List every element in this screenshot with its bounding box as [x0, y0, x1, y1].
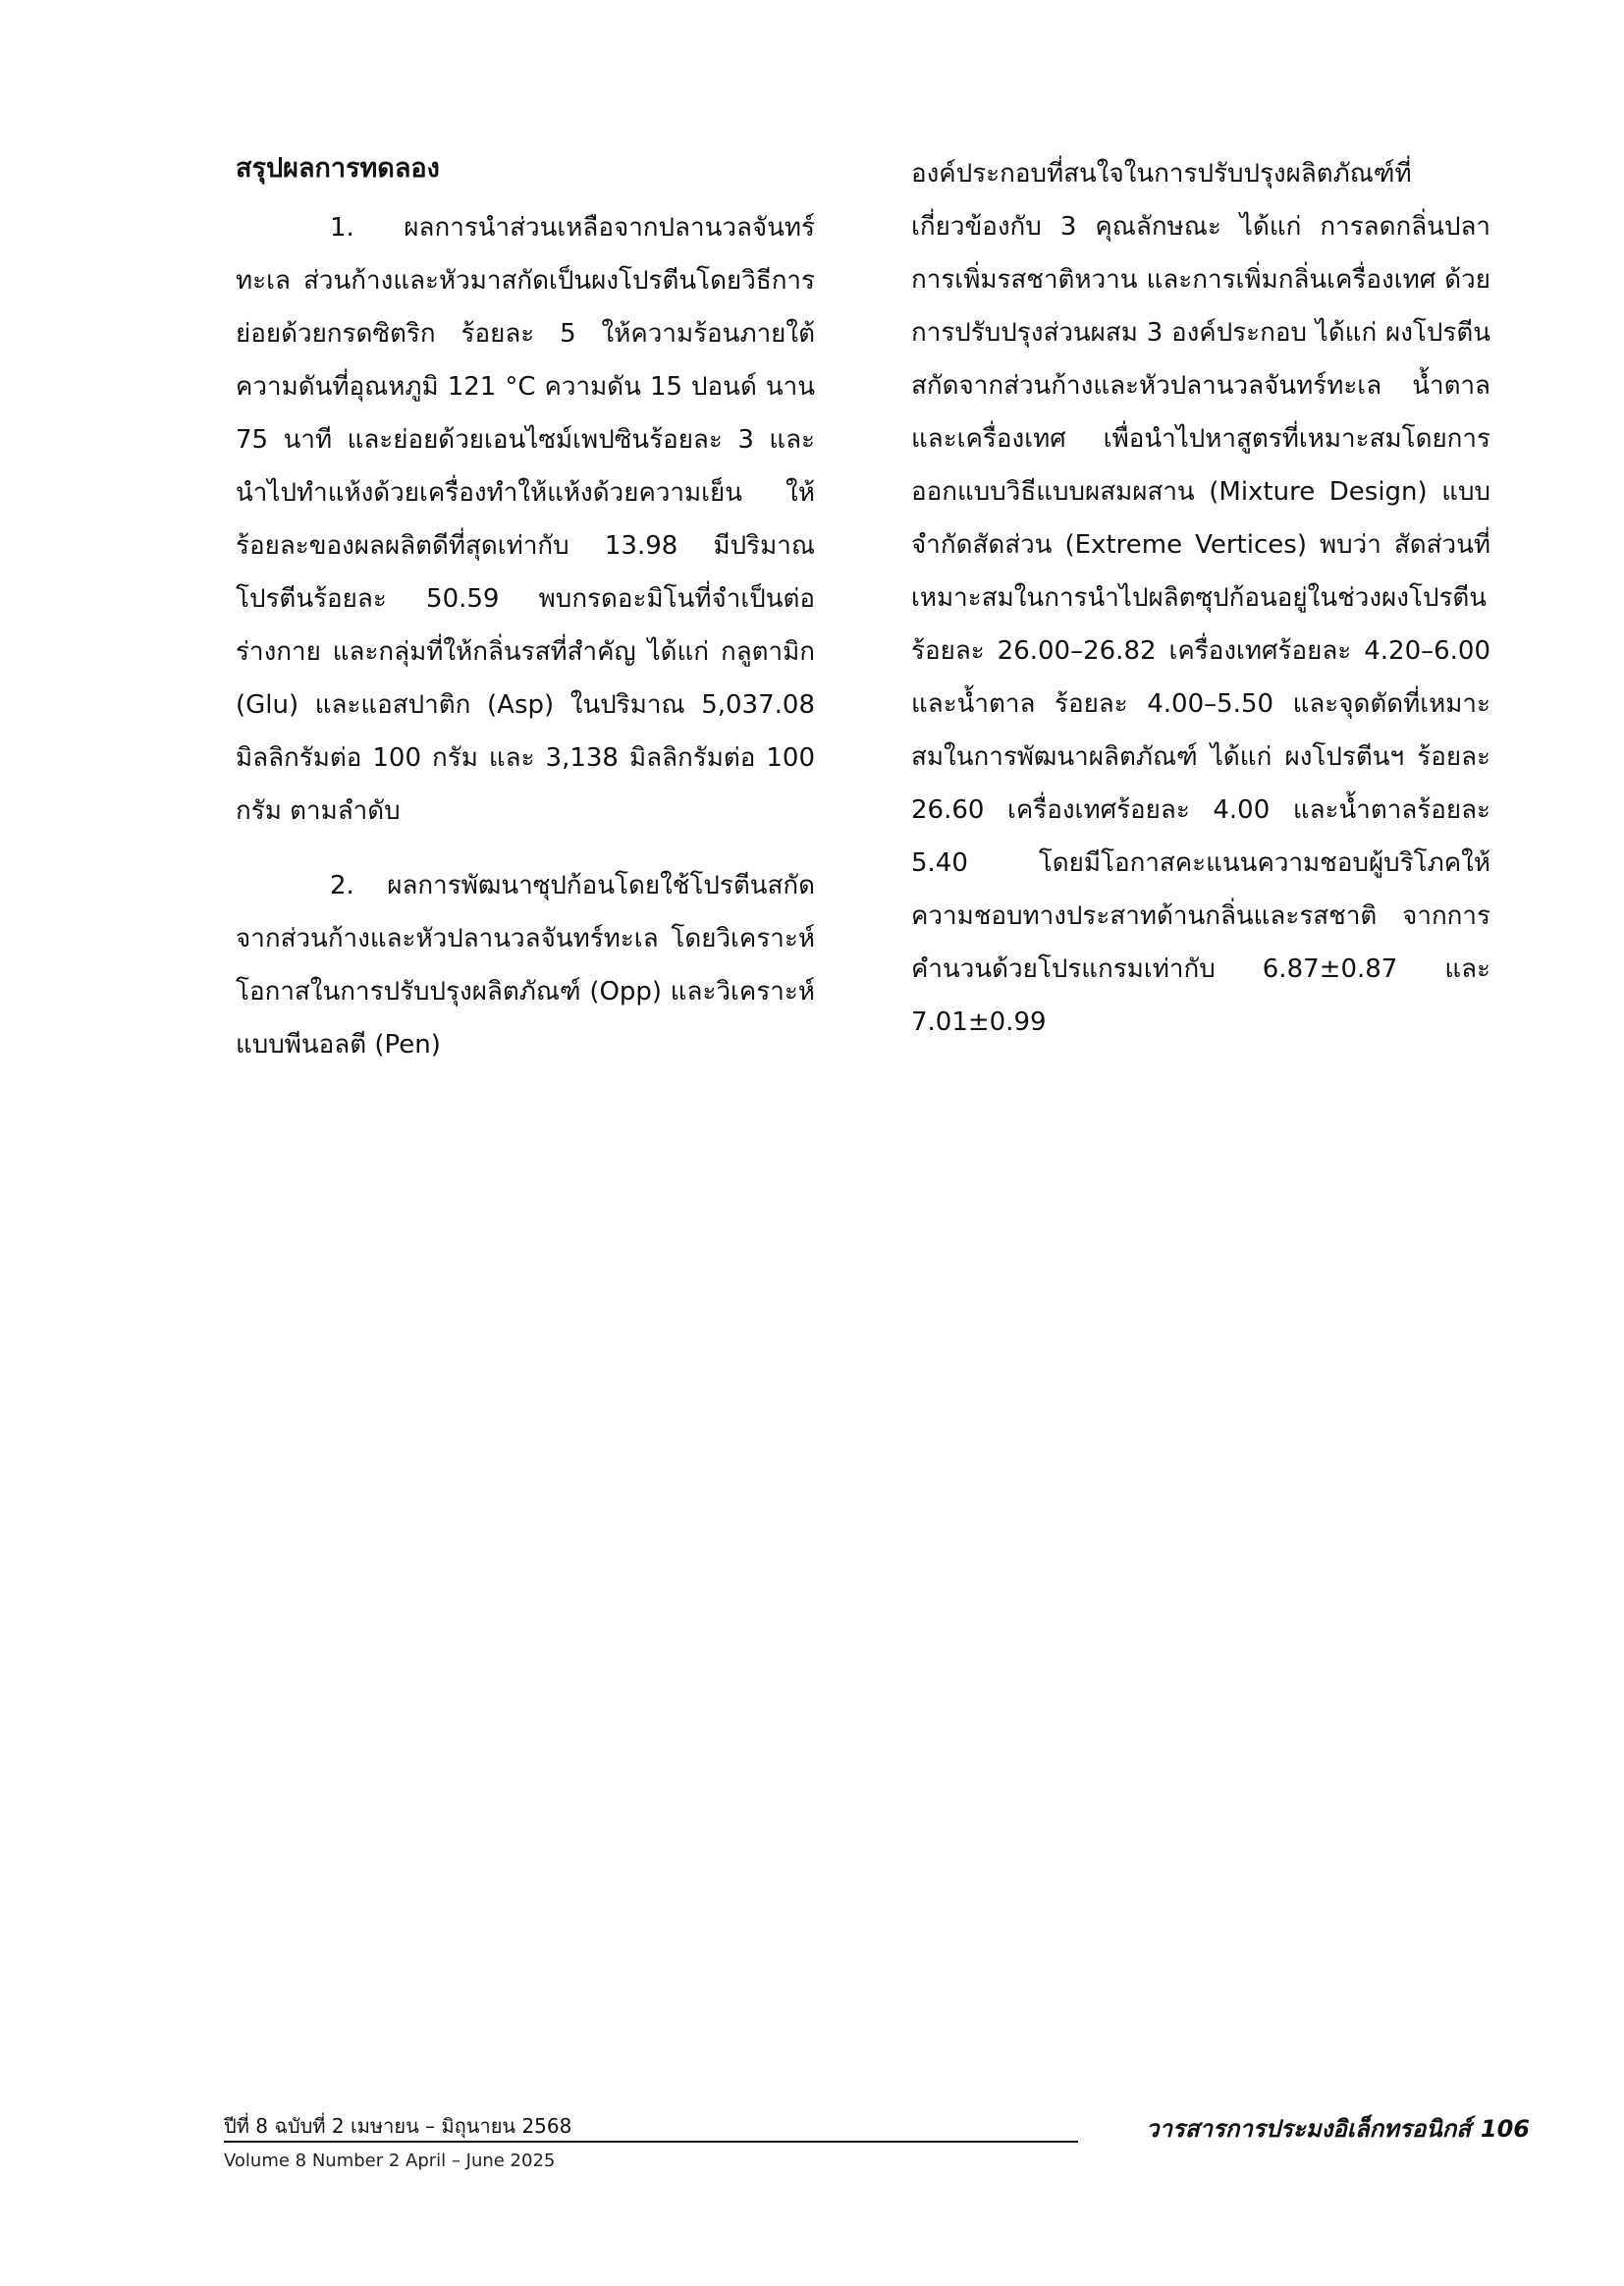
section-heading: สรุปผลการทดลอง: [236, 153, 440, 184]
conclusion-paragraph-2-continued: องค์ประกอบที่สนใจในการปรับปรุงผลิตภัณฑ์ที่เกี่ยวข้องกับ 3 คุณลักษณะ ได้แก่ การลดกลิ่นปลา การเพิ่มรสชาติหวาน และการเพิ่มกลิ่นเครื่องเทศ ด้วยการปรับปรุงส่วนผสม 3 องค์ประกอบ ได้แก่ ผงโปรตีนสกัดจากส่วนก้างและหัวปลานวลจันทร์ทะเล น้ำตาล และเครื่องเทศ เพื่อนำไปหาสูตรที่เหมาะสมโดยการออกแบบวิธีแบบผสมผสาน (Mixture Design) แบบจำกัดสัดส่วน (Extreme Vertices) พบว่า สัดส่วนที่เหมาะสมในการนำไปผลิตซุปก้อนอยู่ในช่วงผงโปรตีนร้อยละ 26.00–26.82 เครื่องเทศร้อยละ 4.20–6.00 และน้ำตาล ร้อยละ 4.00–5.50 และจุดตัดที่เหมาะสมในการพัฒนาผลิตภัณฑ์ ได้แก่ ผงโปรตีนฯ ร้อยละ 26.60 เครื่องเทศร้อยละ 4.00 และน้ำตาลร้อยละ 5.40 โดยมีโอกาสคะแนนความชอบผู้บริโภคให้ความชอบทางประสาทด้านกลิ่นและรสชาติ จากการคำนวนด้วยโปรแกรมเท่ากับ 6.87±0.87 และ 7.01±0.99: [911, 159, 1490, 1037]
page-number: 106: [1480, 2115, 1530, 2143]
left-column: [236, 142, 815, 1071]
page-footer: [224, 2111, 1530, 2190]
right-column: [911, 147, 1490, 1049]
journal-title: [1146, 2111, 1530, 2147]
conclusion-paragraph-2: 2. ผลการพัฒนาซุปก้อนโดยใช้โปรตีนสกัดจากส่วนก้างและหัวปลานวลจันทร์ทะเล โดยวิเคราะห์โอกาสในการปรับปรุงผลิตภัณฑ์ (Opp) และวิเคราะห์แบบพีนอลตี (Pen): [236, 871, 815, 1060]
issue-info-english: Volume 8 Number 2 April – June 2025: [224, 2150, 556, 2171]
journal-name: วารสารการประมงอิเล็กทรอนิกส์: [1146, 2115, 1471, 2143]
issue-info-thai: ปีที่ 8 ฉบับที่ 2 เมษายน – มิถุนายน 2568: [224, 2114, 572, 2138]
conclusion-paragraph-1: 1. ผลการนำส่วนเหลือจากปลานวลจันทร์ทะเล ส่วนก้างและหัวมาสกัดเป็นผงโปรตีนโดยวิธีการย่อยด้วยกรดซิตริก ร้อยละ 5 ให้ความร้อนภายใต้ความดันที่อุณหภูมิ 121 °C ความดัน 15 ปอนด์ นาน 75 นาที และย่อยด้วยเอนไซม์เพปซินร้อยละ 3 และนำไปทำแห้งด้วยเครื่องทำให้แห้งด้วยความเย็น ให้ร้อยละของผลผลิตดีที่สุดเท่ากับ 13.98 มีปริมาณโปรตีนร้อยละ 50.59 พบกรดอะมิโนที่จำเป็นต่อร่างกาย และกลุ่มที่ให้กลิ่นรสที่สำคัญ ได้แก่ กลูตามิก (Glu) และแอสปาติก (Asp) ในปริมาณ 5,037.08 มิลลิกรัมต่อ 100 กรัม และ 3,138 มิลลิกรัมต่อ 100 กรัม ตามลำดับ: [236, 213, 815, 826]
footer-divider: [224, 2141, 1078, 2143]
